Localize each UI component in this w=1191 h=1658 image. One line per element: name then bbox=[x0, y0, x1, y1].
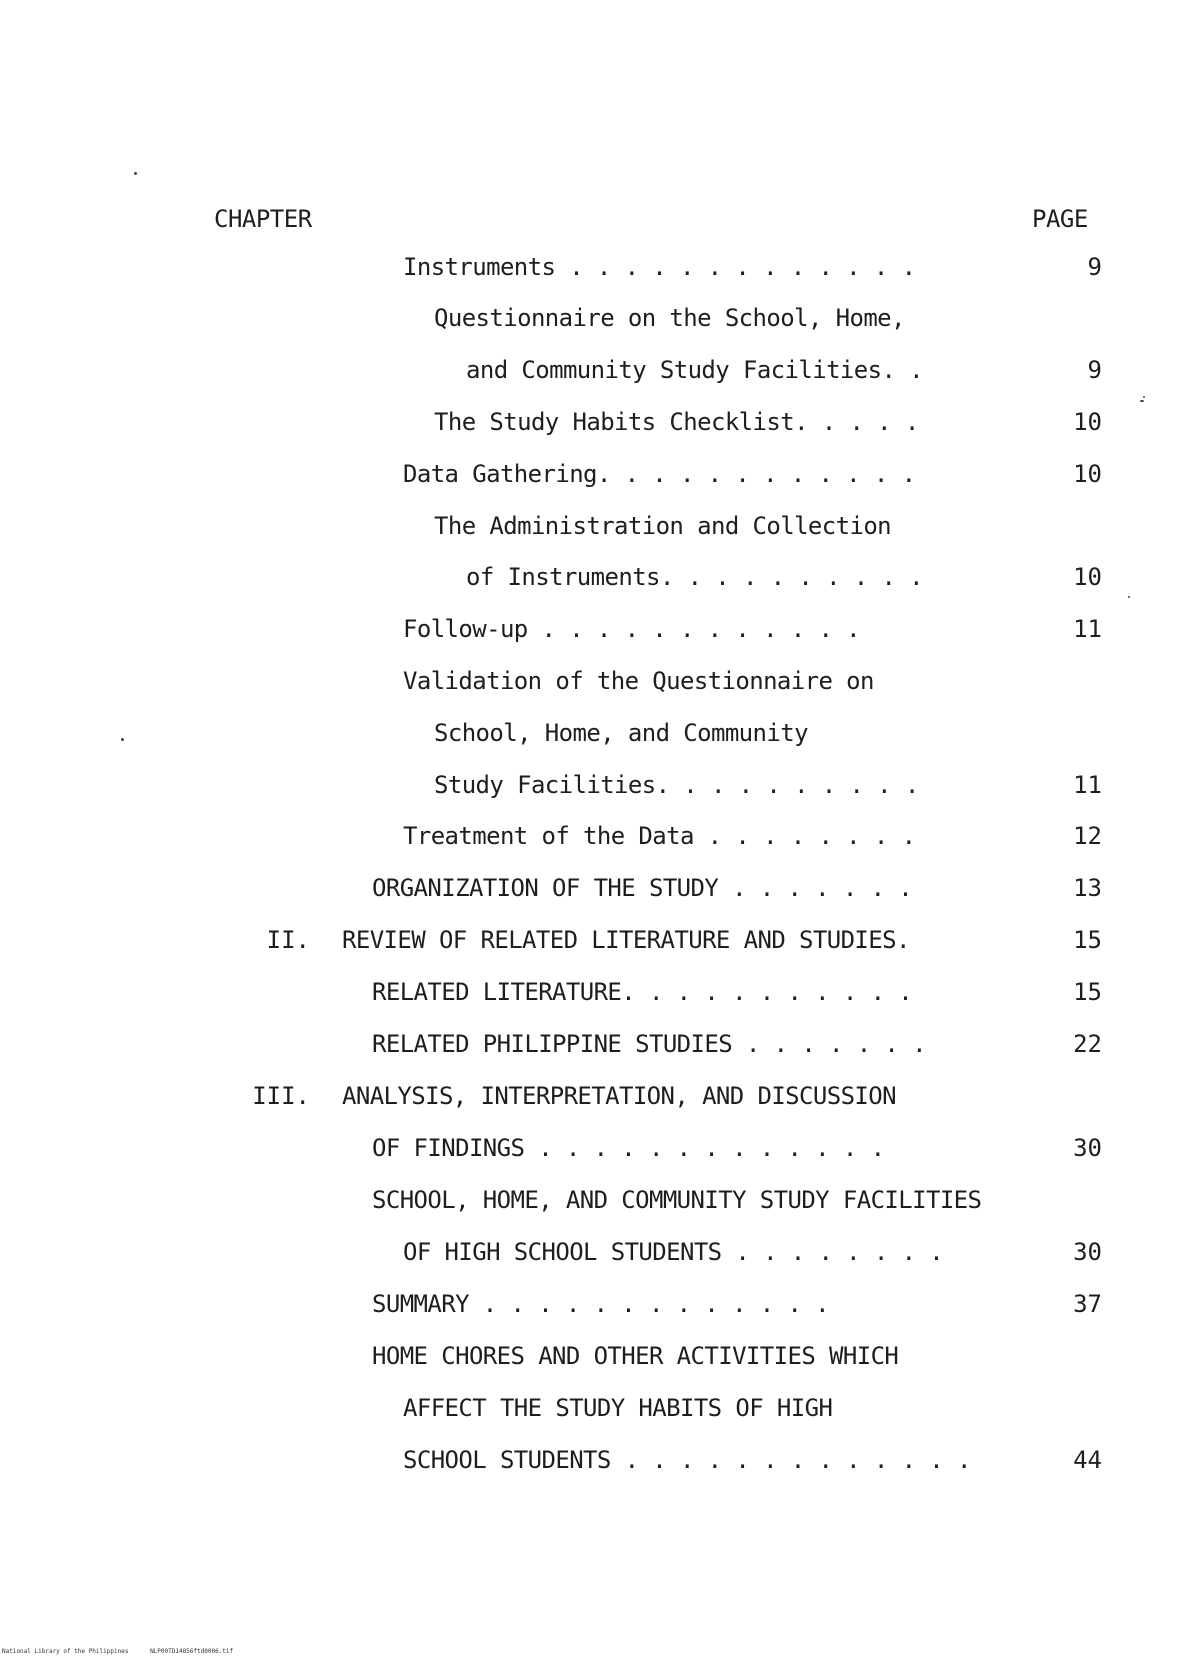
scan-speck bbox=[134, 172, 137, 175]
scan-speck bbox=[121, 738, 124, 741]
toc-entry-text: and Community Study Facilities. . bbox=[466, 356, 924, 384]
toc-entry-page: 9 bbox=[1087, 356, 1102, 384]
toc-entry-page: 12 bbox=[1073, 822, 1102, 850]
page-column-label: PAGE bbox=[1032, 205, 1088, 233]
toc-entry-text: The Study Habits Checklist. . . . . bbox=[434, 408, 919, 436]
scan-speck bbox=[1143, 396, 1145, 398]
toc-entry-text: The Administration and Collection bbox=[434, 512, 892, 540]
toc-entry-text: ANALYSIS, INTERPRETATION, AND DISCUSSION bbox=[342, 1082, 896, 1110]
toc-entry-page: 37 bbox=[1073, 1290, 1102, 1318]
toc-entry-text: SCHOOL STUDENTS . . . . . . . . . . . . . bbox=[403, 1446, 971, 1474]
toc-entry-page: 10 bbox=[1073, 460, 1102, 488]
toc-entry-text: School, Home, and Community bbox=[434, 719, 808, 747]
toc-entry-text: Validation of the Questionnaire on bbox=[403, 667, 874, 695]
toc-entry-page: 11 bbox=[1073, 771, 1102, 799]
chapter-number: III. bbox=[252, 1082, 310, 1110]
footer-library: National Library of the Philippines bbox=[2, 1648, 129, 1655]
toc-entry-text: OF HIGH SCHOOL STUDENTS . . . . . . . . bbox=[403, 1238, 944, 1266]
toc-entry-text: Questionnaire on the School, Home, bbox=[434, 304, 905, 332]
toc-entry-page: 11 bbox=[1073, 615, 1102, 643]
toc-entry-text: HOME CHORES AND OTHER ACTIVITIES WHICH bbox=[372, 1342, 899, 1370]
toc-entry-page: 22 bbox=[1073, 1030, 1102, 1058]
toc-entry-text: SCHOOL, HOME, AND COMMUNITY STUDY FACILITIES bbox=[372, 1186, 982, 1214]
toc-entry-page: 44 bbox=[1073, 1446, 1102, 1474]
scan-footer bbox=[2, 1648, 251, 1655]
toc-entry-page: 10 bbox=[1073, 563, 1102, 591]
toc-entry-text: Treatment of the Data . . . . . . . . bbox=[403, 822, 916, 850]
footer-file: NLP00TD14856ftd0006.tif bbox=[150, 1648, 234, 1655]
toc-entry-text: Instruments . . . . . . . . . . . . . bbox=[403, 253, 916, 281]
scan-speck bbox=[1128, 596, 1130, 598]
toc-entry-text: ORGANIZATION OF THE STUDY . . . . . . . bbox=[372, 874, 913, 902]
toc-entry-page: 30 bbox=[1073, 1238, 1102, 1266]
toc-entry-page: 10 bbox=[1073, 408, 1102, 436]
chapter-number: II. bbox=[266, 926, 310, 954]
toc-entry-text: RELATED PHILIPPINE STUDIES . . . . . . . bbox=[372, 1030, 926, 1058]
toc-entry-text: of Instruments. . . . . . . . . . bbox=[466, 563, 924, 591]
toc-entry-text: RELATED LITERATURE. . . . . . . . . . . bbox=[372, 978, 913, 1006]
chapter-column-label: CHAPTER bbox=[214, 205, 312, 233]
toc-entry-page: 15 bbox=[1073, 978, 1102, 1006]
toc-entry-text: OF FINDINGS . . . . . . . . . . . . . bbox=[372, 1134, 885, 1162]
toc-entry-text: Follow-up . . . . . . . . . . . . bbox=[403, 615, 861, 643]
toc-entry-text: Study Facilities. . . . . . . . . . bbox=[434, 771, 919, 799]
toc-entry-text: Data Gathering. . . . . . . . . . . . bbox=[403, 460, 916, 488]
toc-entry-page: 30 bbox=[1073, 1134, 1102, 1162]
toc-entry-page: 15 bbox=[1073, 926, 1102, 954]
scan-speck bbox=[1140, 400, 1144, 402]
toc-entry-text: REVIEW OF RELATED LITERATURE AND STUDIES. bbox=[342, 926, 910, 954]
toc-entry-text: SUMMARY . . . . . . . . . . . . . bbox=[372, 1290, 830, 1318]
toc-entry-text: AFFECT THE STUDY HABITS OF HIGH bbox=[403, 1394, 833, 1422]
toc-entry-page: 9 bbox=[1087, 253, 1102, 281]
toc-entry-page: 13 bbox=[1073, 874, 1102, 902]
